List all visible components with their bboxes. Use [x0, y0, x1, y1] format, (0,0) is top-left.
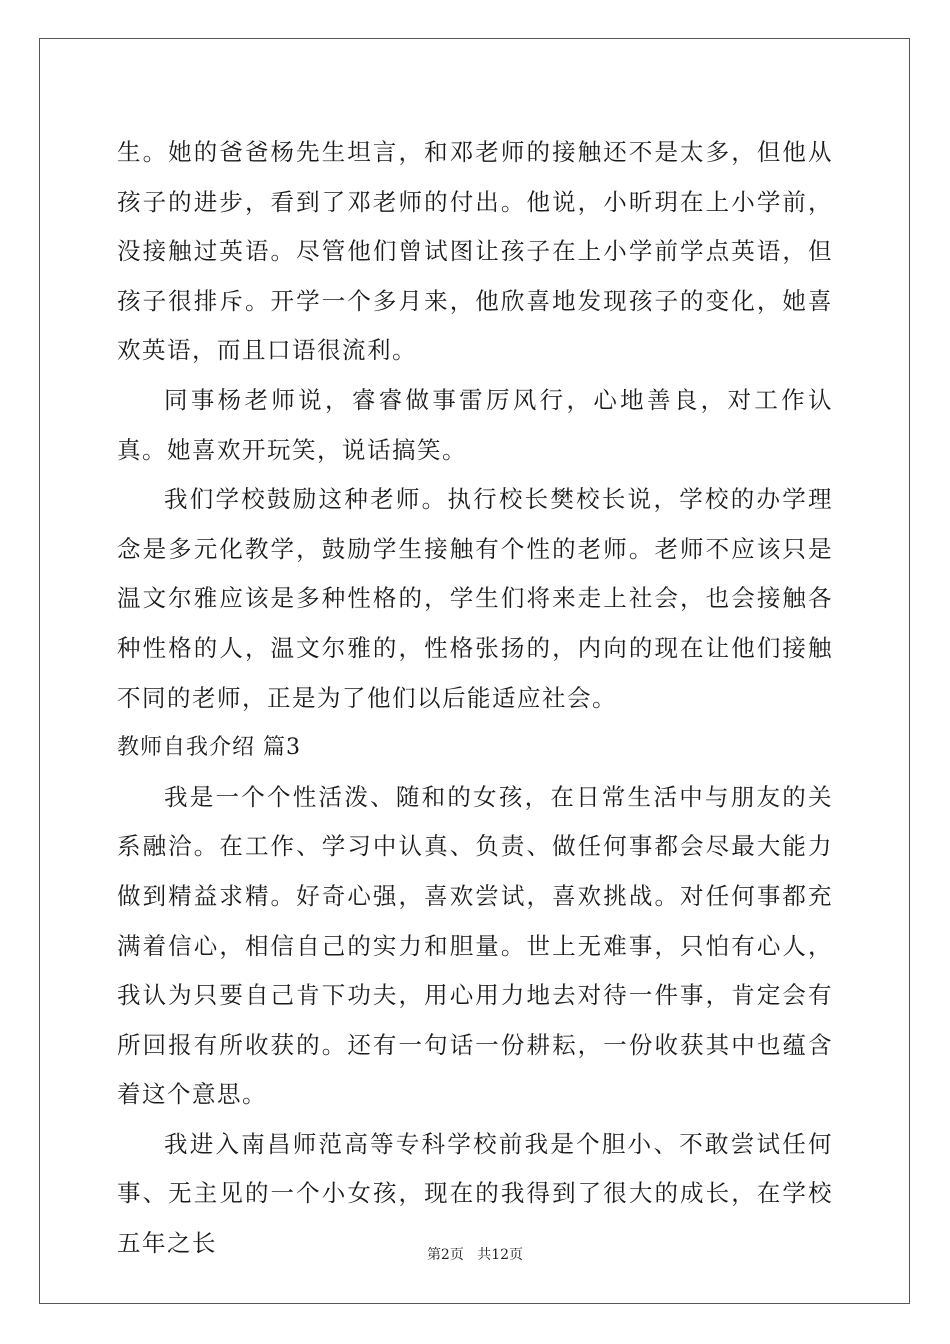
paragraph: 同事杨老师说，睿睿做事雷厉风行，心地善良，对工作认真。她喜欢开玩笑，说话搞笑。: [117, 385, 833, 464]
paragraph: 生。她的爸爸杨先生坦言，和邓老师的接触还不是太多，但他从孩子的进步，看到了邓老师的付出。他说，小昕玥在上小学前，没接触过英语。尽管他们曾试图让孩子在上小学前学点英语，但孩子很排斥。开学一个多月来，他欣喜地发现孩子的变化，她喜欢英语，而且口语很流利。: [117, 138, 833, 365]
page-total: 共12页: [477, 1247, 524, 1263]
paragraph: 我们学校鼓励这种老师。执行校长樊校长说，学校的办学理念是多元化教学，鼓励学生接触有个性的老师。老师不应该只是温文尔雅应该是多种性格的，学生们将来走上社会，也会接触各种性格的人，温文尔雅的，性格张扬的，内向的现在让他们接触不同的老师，正是为了他们以后能适应社会。: [117, 485, 833, 712]
document-body: [117, 128, 833, 1269]
page-number: 第2页: [426, 1247, 464, 1263]
paragraph: 我是一个个性活泼、随和的女孩，在日常生活中与朋友的关系融洽。在工作、学习中认真、负责、做任何事都会尽最大能力做到精益求精。好奇心强，喜欢尝试，喜欢挑战。对任何事都充满着信心，相信自己的实力和胆量。世上无难事，只怕有心人，我认为只要自己肯下功夫，用心用力地去对待一件事，肯定会有所回报有所收获的。还有一句话一份耕耘，一份收获其中也蕴含着这个意思。: [117, 782, 833, 1109]
paragraph: 我进入南昌师范高等专科学校前我是个胆小、不敢尝试任何事、无主见的一个小女孩，现在的我得到了很大的成长，在学校五年之长: [117, 1129, 833, 1258]
section-heading: 教师自我介绍 篇3: [117, 735, 301, 761]
page-footer: [0, 1244, 950, 1264]
